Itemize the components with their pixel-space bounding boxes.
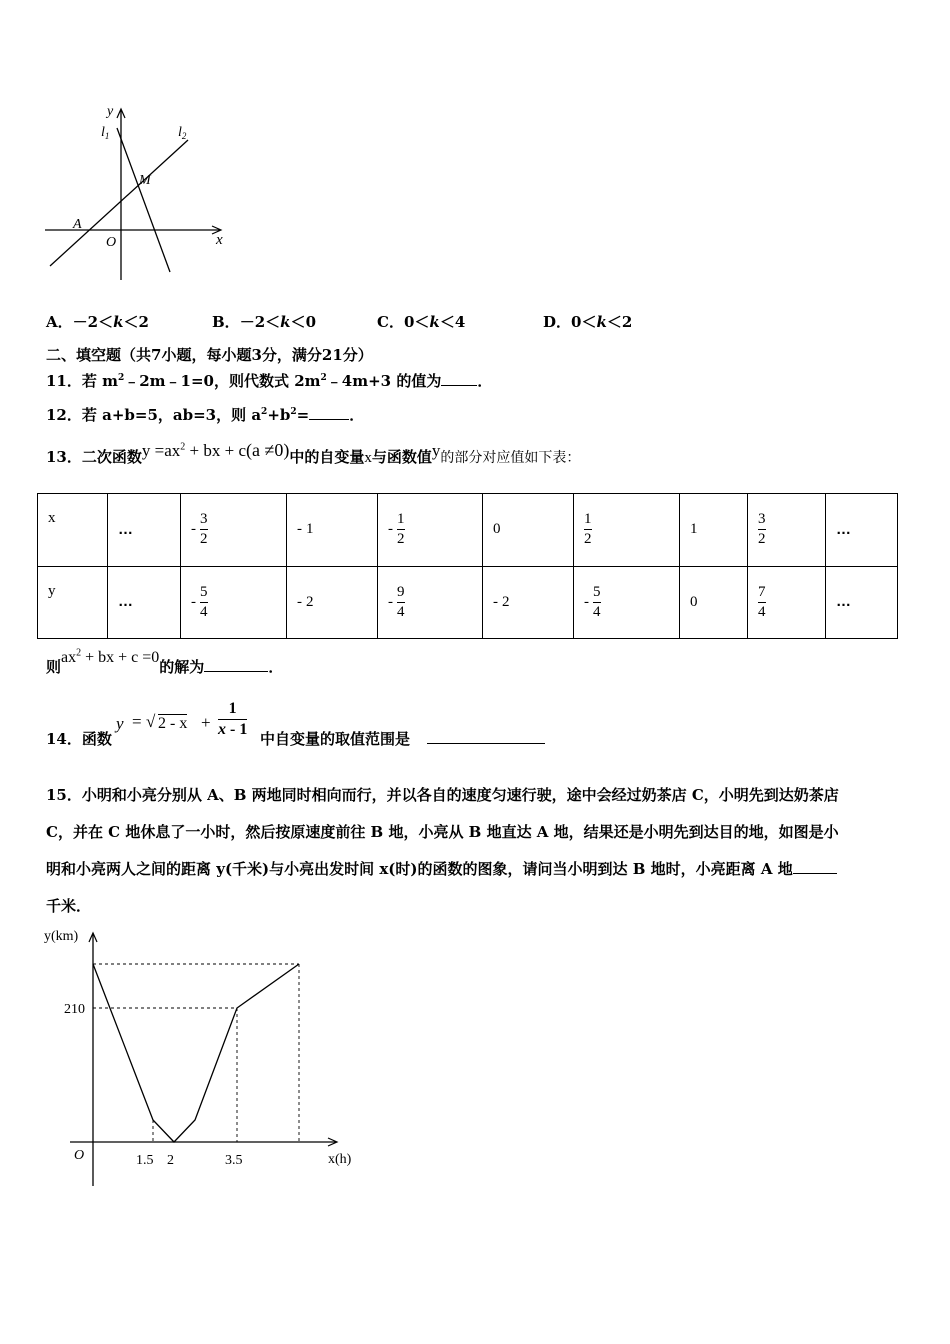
- value-table: [37, 493, 898, 639]
- lines-graph: [40, 100, 230, 280]
- table-cell: - $\frac{5}{4}$: [181, 566, 287, 639]
- x-axis-label: x(h): [328, 1152, 352, 1167]
- question-12: 12．若 a+b=5，ab=3，则 $a^2+b^2=$ ．: [46, 406, 365, 424]
- table-cell: $\frac{7}{4}$: [748, 566, 826, 639]
- line-l1: [117, 128, 170, 272]
- x-tick-2: 2: [167, 1153, 174, 1168]
- table-cell: …: [108, 494, 181, 567]
- question-15: [46, 777, 916, 925]
- table-cell: 0: [483, 494, 574, 567]
- l2-label: $l_2$: [178, 125, 187, 141]
- table-cell: - 2: [287, 566, 378, 639]
- option-c[interactable]: C．0＜k＜4: [377, 313, 466, 331]
- distance-line: [93, 964, 299, 1142]
- table-row-y: [38, 566, 898, 639]
- x-tick-3.5: 3.5: [225, 1153, 243, 1168]
- answer-blank-12[interactable]: [309, 405, 349, 420]
- table-cell: - 1: [287, 494, 378, 567]
- table-cell: …: [826, 494, 898, 567]
- line-l2: [50, 140, 188, 266]
- table-cell: - $\frac{1}{2}$: [378, 494, 483, 567]
- option-a[interactable]: A．－2＜k＜2: [46, 313, 149, 331]
- table-cell: …: [826, 566, 898, 639]
- a-label: A: [73, 217, 82, 232]
- question-11: 11．若 $m^2﹣2m﹣1=0$，则代数式 $2m^2﹣4m+3$ 的值为 ．: [46, 372, 493, 390]
- answer-blank-15[interactable]: [793, 859, 837, 874]
- table-cell: - $\frac{3}{2}$: [181, 494, 287, 567]
- option-b[interactable]: B．－2＜k＜0: [212, 313, 316, 331]
- answer-blank-14[interactable]: [427, 729, 545, 744]
- q15-line-1: 15．小明和小亮分别从 A、B 两地同时相向而行，并以各自的速度匀速行驶，途中会经过奶茶店 C，小明先到达奶茶店: [46, 786, 839, 804]
- x-label: x: [216, 232, 223, 248]
- q15-line-4: 千米．: [46, 897, 92, 915]
- table-cell: 0: [680, 566, 748, 639]
- answer-blank-11[interactable]: [441, 371, 477, 386]
- table-cell: - $\frac{5}{4}$: [574, 566, 680, 639]
- answer-blank-13[interactable]: [204, 657, 268, 672]
- o-label: O: [106, 235, 117, 250]
- distance-time-graph: [40, 922, 370, 1192]
- y-axis-label: y(km): [44, 929, 79, 944]
- question-13-answer: 则$ax^2$ + bx + c =0的解为 ．: [46, 647, 284, 676]
- section-heading: 二、填空题（共7小题，每小题3分，满分21分）: [46, 346, 373, 364]
- origin-label: O: [74, 1148, 85, 1163]
- table-row-x: [38, 494, 898, 567]
- q15-line-3: 明和小亮两人之间的距离 y(千米)与小亮出发时间 x(时)的函数的图象，请问当小明到达 B 地时，小亮距离 A 地: [46, 851, 916, 888]
- question-13: 13．二次函数$y =ax^2$ + bx + c(a ≠0)中的自变量x与函数值y的部分对应值如下表：: [46, 440, 581, 466]
- table-cell: - $\frac{9}{4}$: [378, 566, 483, 639]
- y-label: y: [107, 104, 114, 119]
- table-cell: 1: [680, 494, 748, 567]
- option-d[interactable]: D．0＜k＜2: [543, 313, 633, 331]
- y-tick-210: 210: [64, 1002, 85, 1017]
- row-header-x: x: [38, 494, 108, 567]
- l1-label: $l_1$: [101, 125, 110, 141]
- table-cell: - 2: [483, 566, 574, 639]
- q15-line-2: C，并在 C 地休息了一小时，然后按原速度前往 B 地，小亮从 B 地直达 A 地，结果还是小明先到达目的地，如图是小: [46, 823, 839, 841]
- m-label: M: [139, 173, 151, 188]
- table-cell: $\frac{1}{2}$: [574, 494, 680, 567]
- table-cell: $\frac{3}{2}$: [748, 494, 826, 567]
- table-cell: …: [108, 566, 181, 639]
- x-tick-1.5: 1.5: [136, 1153, 154, 1168]
- row-header-y: y: [38, 566, 108, 639]
